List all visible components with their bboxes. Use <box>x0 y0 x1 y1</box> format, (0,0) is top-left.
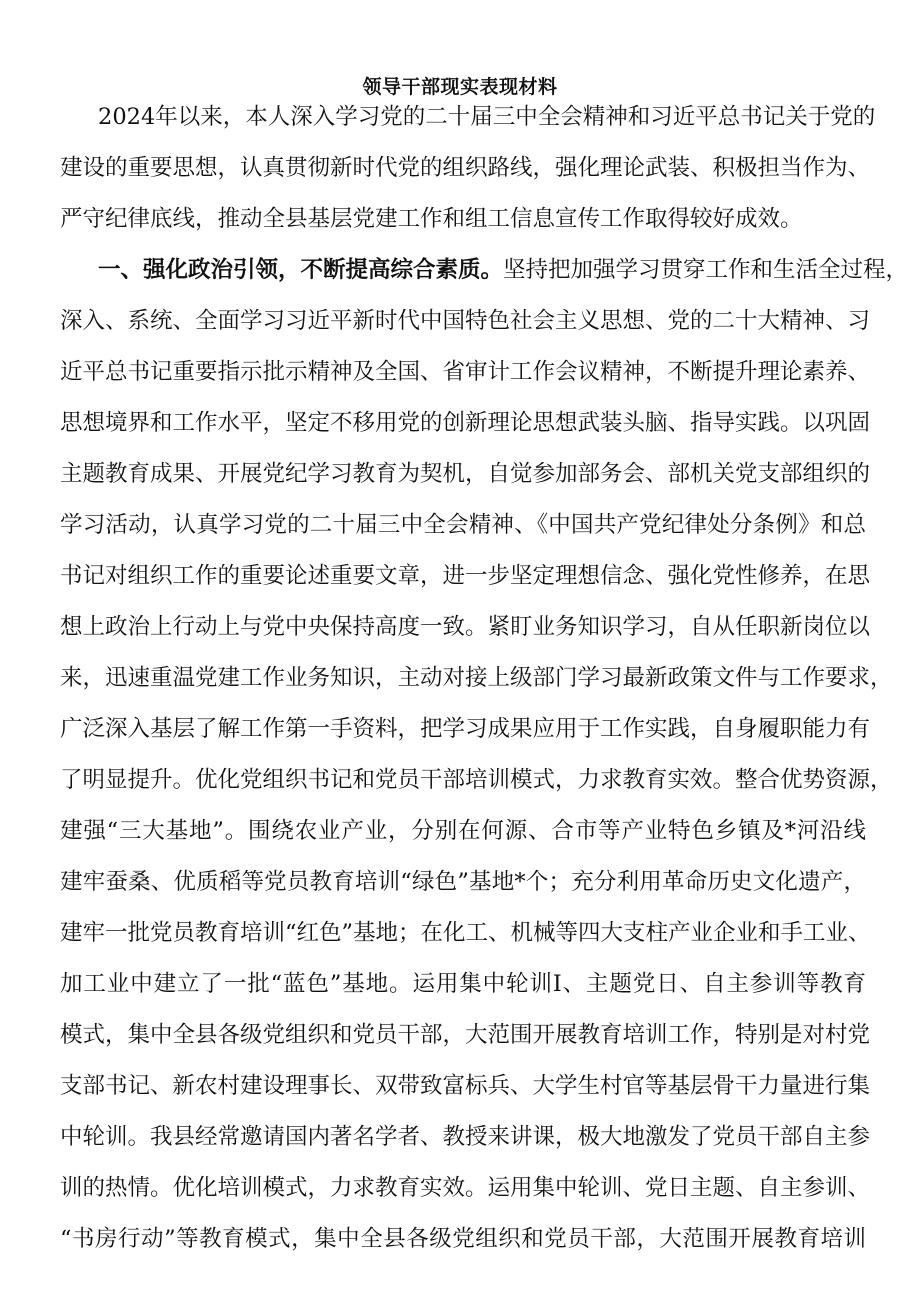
paragraph-line: 书记对组织工作的重要论述重要文章，进一步坚定理想信念、强化党性修养，在思 <box>60 563 871 589</box>
paragraph-line: 严守纪律底线，推动全县基层党建工作和组工信息宣传工作取得较好成效。 <box>60 206 803 232</box>
paragraph-line: 深入、系统、全面学习习近平新时代中国特色社会主义思想、党的二十大精神、习 <box>60 308 871 334</box>
paragraph-line: 支部书记、新农村建设理事长、双带致富标兵、大学生村官等基层骨干力量进行集 <box>60 1073 871 1099</box>
paragraph-line: 加工业中建立了一批“蓝色”基地。运用集中轮训I、主题党日、自主参训等教育 <box>60 971 866 997</box>
section-heading-line <box>98 250 909 290</box>
paragraph-line: 建牢蚕桑、优质稻等党员教育培训“绿色”基地*个；充分利用革命历史文化遗产， <box>60 869 866 895</box>
paragraph-line: 想上政治上行动上与党中央保持高度一致。紧盯业务知识学习，自从任职新岗位以 <box>60 614 871 640</box>
paragraph-line: 模式，集中全县各级党组织和党员干部，大范围开展教育培训工作，特别是对村党 <box>60 1022 871 1048</box>
paragraph-line: 建设的重要思想，认真贯彻新时代党的组织路线，强化理论武装、积极担当作为、 <box>60 155 871 181</box>
paragraph-line: 建强“三大基地”。围绕农业产业，分别在何源、合市等产业特色乡镇及*河沿线 <box>60 818 866 844</box>
paragraph-line: 主题教育成果、开展党纪学习教育为契机，自觉参加部务会、部机关党支部组织的 <box>60 461 871 487</box>
document-title: 领导干部现实表现材料 <box>362 76 558 98</box>
paragraph-line: 了明显提升。优化党组织书记和党员干部培训模式，力求教育实效。整合优势资源， <box>60 767 893 793</box>
section-heading: 一、强化政治引领，不断提高综合素质。 <box>98 257 504 283</box>
paragraph-line: 学习活动，认真学习党的二十届三中全会精神、《中国共产党纪律处分条例》和总 <box>60 512 866 538</box>
paragraph-text: 坚持把加强学习贯穿工作和生活全过程， <box>503 257 909 283</box>
paragraph-line: 思想境界和工作水平，坚定不移用党的创新理论思想武装头脑、指导实践。以巩固 <box>60 410 871 436</box>
paragraph-line: 中轮训。我县经常邀请国内著名学者、教授来讲课，极大地激发了党员干部自主参 <box>60 1124 871 1150</box>
paragraph-line: 建牢一批党员教育培训“红色”基地；在化工、机械等四大支柱产业企业和手工业、 <box>60 920 871 946</box>
paragraph-line: 广泛深入基层了解工作第一手资料，把学习成果应用于工作实践，自身履职能力有 <box>60 716 871 742</box>
paragraph-line: 训的热情。优化培训模式，力求教育实效。运用集中轮训、党日主题、自主参训、 <box>60 1175 871 1201</box>
paragraph-line: 来，迅速重温党建工作业务知识，主动对接上级部门学习最新政策文件与工作要求， <box>60 665 893 691</box>
paragraph-line: “书房行动”等教育模式，集中全县各级党组织和党员干部，大范围开展教育培训 <box>60 1226 866 1252</box>
paragraph-line: 2024年以来，本人深入学习党的二十届三中全会精神和习近平总书记关于党的 <box>98 104 876 130</box>
paragraph-line: 近平总书记重要指示批示精神及全国、省审计工作会议精神，不断提升理论素养、 <box>60 359 871 385</box>
